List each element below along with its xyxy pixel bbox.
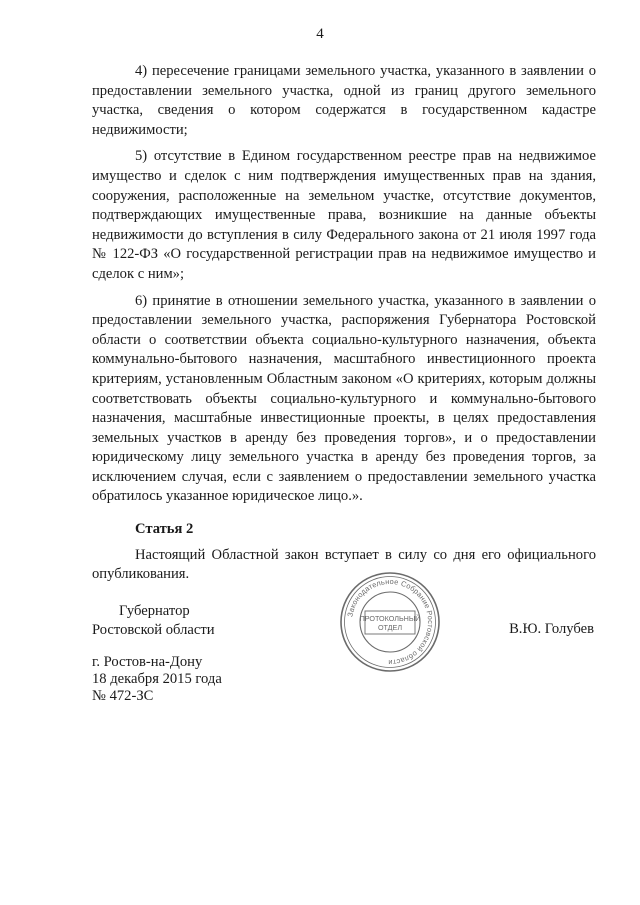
signing-date: 18 декабря 2015 года bbox=[92, 671, 222, 687]
paragraph-item-4: 4) пересечение границами земельного участка, указанного в заявлении о предоставлении земельного участка, одной из границ другого земельного участка, сведения о котором содержатся в государственном кадастре недвижимости; bbox=[92, 63, 596, 138]
governor-title-line1: Губернатор bbox=[119, 603, 190, 619]
governor-name: В.Ю. Голубев bbox=[509, 621, 594, 637]
official-stamp-icon bbox=[339, 571, 441, 673]
stamp-ring-text: Законодательное Собрание Ростовской области bbox=[345, 576, 436, 668]
signing-details bbox=[92, 654, 222, 705]
stamp-inner-line2: ОТДЕЛ bbox=[377, 623, 403, 632]
paragraph-item-5: 5) отсутствие в Едином государственном реестре прав на недвижимое имущество и сделок с ним подтверждения имущественных прав на здания, сооружения, расположенные на земельном участке, отсутствие документов, подтверждающих имущественные права, возникшие на данные объекты недвижимости до вступления в силу Федерального закона от 21 июля 1997 года № 122-ФЗ «О государственной регистрации прав на недвижимое имущество и сделок с ним»; bbox=[92, 148, 596, 282]
governor-title-line2: Ростовской области bbox=[92, 622, 215, 638]
article-text: Настоящий Областной закон вступает в силу со дня его официального опубликования. bbox=[92, 546, 596, 583]
signing-place: г. Ростов-на-Дону bbox=[92, 654, 203, 670]
stamp-inner-line1: ПРОТОКОЛЬНЫЙ bbox=[359, 614, 421, 623]
governor-title bbox=[92, 602, 215, 640]
document-body bbox=[92, 62, 596, 592]
article-heading: Статья 2 bbox=[135, 521, 194, 538]
paragraph-item-6: 6) принятие в отношении земельного участка, указанного в заявлении о предоставлении земельного участка, распоряжения Губернатора Ростовской области о соответствии объекта социально-культурного назначения, объекта коммунально-бытового назначения, масштабного инвестиционного проекта критериям, установленным Областным законом «О критериях, которым должны соответствовать объекты социально-культурного и коммунально-бытового назначения, масштабные инвестиционные проекты, в целях предоставления земельных участков в аренду без проведения торгов», и о предоставлении юридическому лицу земельного участка в аренду без проведения торгов, за исключением случая, если с заявлением о предоставлении земельного участка обратилось указанное юридическое лицо.». bbox=[92, 292, 596, 505]
page-number: 4 bbox=[316, 26, 324, 42]
law-number: № 472-ЗС bbox=[92, 688, 154, 704]
